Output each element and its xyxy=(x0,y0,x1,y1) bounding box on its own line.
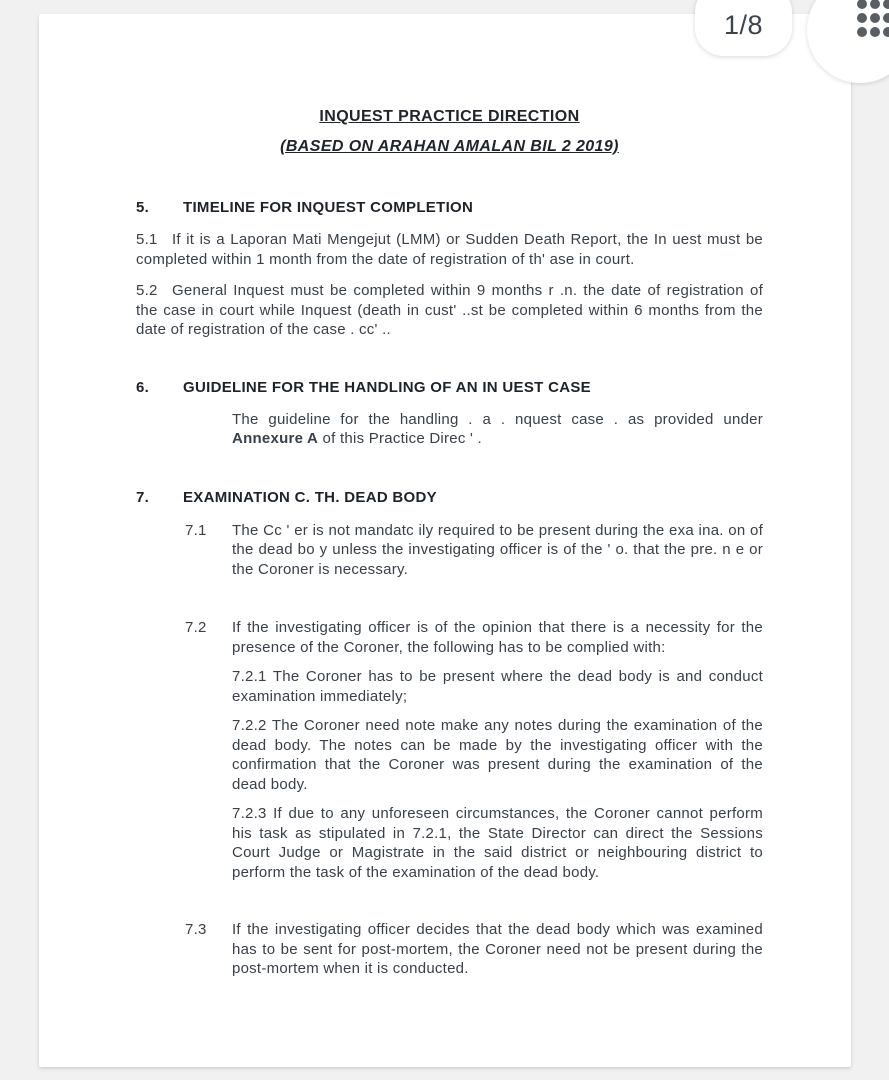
paragraph-7-2-3 xyxy=(232,804,763,882)
paragraph-7-2-1-text: 7.2.1 The Coroner has to be present where the dead body is and conduct examination immediately; xyxy=(232,668,763,705)
document-content xyxy=(39,14,851,979)
paragraph-6-text: The guideline for the handling . a . nquest case . as provided under xyxy=(232,410,763,428)
grid-dot xyxy=(883,0,889,9)
paragraph-6 xyxy=(232,410,763,449)
grid-menu-icon[interactable] xyxy=(857,0,889,37)
section-6-heading xyxy=(136,378,763,397)
paragraph-7-2-1 xyxy=(232,667,763,706)
paragraph-5-1-number: 5.1 xyxy=(136,231,158,248)
grid-dot xyxy=(857,13,867,23)
grid-dot xyxy=(870,0,880,9)
page-indicator xyxy=(695,0,792,56)
section-7-title: EXAMINATION C. TH. DEAD BODY xyxy=(183,488,437,506)
page-indicator-label: 1/8 xyxy=(723,9,764,40)
section-7-number: 7. xyxy=(136,488,150,506)
section-6-number: 6. xyxy=(136,378,150,396)
section-5-title: TIMELINE FOR INQUEST COMPLETION xyxy=(183,199,474,216)
grid-dot xyxy=(883,13,889,23)
section-6-title: GUIDELINE FOR THE HANDLING OF AN IN UEST CASE xyxy=(183,378,591,396)
paragraph-5-2 xyxy=(136,281,763,340)
paragraph-7-3-text: If the investigating officer decides that the dead body which was examined has to be sent for post-mortem, the Coroner need not be present during the post-mortem when it is conducted. xyxy=(232,921,763,977)
paragraph-5-1-text: If it is a Laporan Mati Mengejut (LMM) or Sudden Death Report, the In uest must be completed within 1 month from the date of registration of th' ase in court. xyxy=(136,231,763,268)
paragraph-7-2-2 xyxy=(232,716,763,794)
paragraph-7-2-2-text: 7.2.2 The Coroner need note make any notes during the examination of the dead body. The notes can be made by the investigating officer with the confirmation that the Coroner was present during the examination of the dead body. xyxy=(232,717,763,793)
document-page xyxy=(39,14,851,1067)
paragraph-7-1-number: 7.1 xyxy=(185,521,207,539)
section-7-heading xyxy=(136,488,763,507)
grid-dot xyxy=(857,27,867,37)
paragraph-7-2-3-text: 7.2.3 If due to any unforeseen circumstances, the Coroner cannot perform his task as stipulated in 7.2.1, the State Director can direct the Sessions Court Judge or Magistrate in the said district or neighbouring district to perform the task of the examination of the dead body. xyxy=(232,805,763,881)
paragraph-7-2-number: 7.2 xyxy=(185,619,207,636)
paragraph-7-2 xyxy=(185,618,763,657)
section-5-number: 5. xyxy=(136,199,150,216)
paragraph-7-3-number: 7.3 xyxy=(185,921,207,938)
grid-dot xyxy=(870,13,880,23)
paragraph-5-1 xyxy=(136,230,763,269)
grid-dot xyxy=(870,27,880,37)
paragraph-7-2-text: If the investigating officer is of the opinion that there is a necessity for the presence of the Coroner, the following has to be complied with: xyxy=(232,619,763,656)
section-5-heading xyxy=(136,198,763,217)
paragraph-7-1 xyxy=(185,521,763,580)
annexure-a-reference: Annexure A xyxy=(232,430,319,447)
document-subtitle: (BASED ON ARAHAN AMALAN BIL 2 2019) xyxy=(280,138,619,155)
grid-dot xyxy=(857,0,867,9)
paragraph-5-2-number: 5.2 xyxy=(136,282,158,299)
paragraph-5-2-text: General Inquest must be completed within 9 months r .n. the date of registration of the case in court while Inquest (death in cust' ..st be completed within 6 months from the date of registration of the case . cc' .. xyxy=(136,282,763,338)
paragraph-7-1-text: The Cc ' er is not mandatc ily required to be present during the exa ina. on of the dead bo y unless the investigating officer is of the ' o. that the pre. n e or the Coroner is necessary. xyxy=(232,521,763,578)
grid-dot xyxy=(883,27,889,37)
document-title: INQUEST PRACTICE DIRECTION xyxy=(319,108,580,125)
paragraph-7-3 xyxy=(185,920,763,979)
paragraph-6-tail: of this Practice Direc ' . xyxy=(318,430,482,447)
